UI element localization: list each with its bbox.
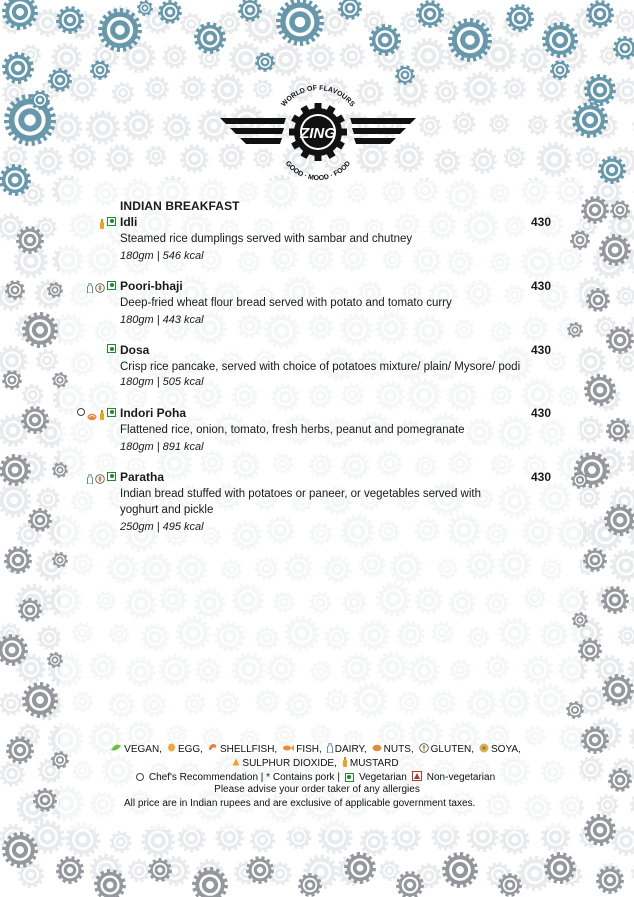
fish-icon (282, 744, 294, 755)
legend-vegan: VEGAN, (124, 743, 162, 755)
legend-nuts: NUTS, (383, 743, 414, 755)
vegetarian-icon (107, 344, 116, 353)
vegetarian-icon (345, 773, 354, 782)
item-meta: 180gm | 546 kcal (120, 250, 204, 262)
allergen-legend-row-1 (0, 742, 634, 756)
dairy-icon (327, 743, 333, 756)
item-meta: 250gm | 495 kcal (120, 521, 204, 533)
chefs-recommendation-icon (136, 773, 144, 781)
legend-nonveg: Non-vegetarian (426, 771, 496, 783)
mustard-icon (99, 216, 105, 226)
gluten-icon (419, 743, 429, 756)
item-icons (99, 216, 116, 226)
item-icons (87, 471, 116, 481)
soya-icon (479, 743, 489, 756)
item-name: Paratha (120, 470, 165, 484)
item-icons (87, 280, 116, 290)
mustard-icon (342, 757, 348, 770)
legend-sulphur-dioxide: SULPHUR DIOXIDE, (242, 757, 337, 769)
vegetarian-icon (107, 281, 116, 290)
non-vegetarian-icon (412, 771, 422, 784)
allergy-note: Please advise your order taker of any allergies (214, 784, 420, 795)
section-title: INDIAN BREAKFAST (120, 199, 240, 213)
legend-gluten: GLUTEN, (430, 743, 474, 755)
item-description: Steamed rice dumplings served with sambar and chutney (120, 233, 413, 245)
mustard-icon (99, 407, 105, 417)
logo-arc-top: WORLD OF FLAVOURS (280, 84, 356, 109)
item-description: Crisp rice pancake, served with choice of potatoes mixture/ plain/ Mysore/ podi (120, 361, 521, 373)
legend-soya: SOYA, (491, 743, 521, 755)
legend (0, 742, 634, 812)
item-name: Indori Poha (120, 406, 186, 420)
legend-shellfish: SHELLFISH, (219, 743, 278, 755)
vegan-icon (110, 744, 122, 755)
zing-logo (218, 82, 418, 182)
legend-mustard: MUSTARD (349, 757, 399, 769)
item-price: 430 (531, 343, 552, 357)
item-meta: 180gm | 891 kcal (120, 441, 204, 453)
vegetarian-icon (107, 472, 116, 481)
diet-legend-row (0, 770, 634, 784)
gluten-icon (95, 471, 105, 481)
item-description: Deep-fried wheat flour bread served with potato and tomato curry (120, 297, 452, 309)
dairy-icon (87, 280, 93, 290)
logo-arc-bottom: GOOD · MOOD · FOOD (283, 160, 353, 182)
egg-icon (167, 743, 176, 755)
legend-dairy: DAIRY, (334, 743, 367, 755)
legend-veg: Vegetarian (358, 771, 407, 783)
item-name: Dosa (120, 343, 150, 357)
nuts-icon (372, 744, 382, 755)
item-price: 430 (531, 279, 552, 293)
item-price: 430 (531, 215, 552, 229)
item-price: 430 (531, 470, 552, 484)
item-meta: 180gm | 505 kcal (120, 376, 204, 388)
legend-egg: EGG, (177, 743, 203, 755)
item-meta: 180gm | 443 kcal (120, 314, 204, 326)
legend-chef: Chef's Recommendation | * Contains pork | (148, 771, 340, 783)
item-icons (107, 344, 116, 353)
legend-fish: FISH, (296, 743, 322, 755)
item-description: Indian bread stuffed with potatoes or paneer, or vegetables served with yoghurt and pickle (120, 488, 481, 516)
vegetarian-icon (107, 217, 116, 226)
shellfish-icon (208, 743, 218, 755)
gluten-icon (95, 280, 105, 290)
chefs-recommendation-icon (77, 408, 85, 416)
item-price: 430 (531, 406, 552, 420)
vegetarian-icon (107, 408, 116, 417)
item-icons (77, 407, 116, 417)
nuts-icon (87, 408, 97, 416)
dairy-icon (87, 471, 93, 481)
price-note: All price are in Indian rupees and are exclusive of applicable government taxes. (124, 798, 476, 809)
sulphur-dioxide-icon (232, 758, 240, 769)
allergen-legend-row-2 (0, 756, 634, 770)
item-name: Poori-bhaji (120, 279, 183, 293)
item-description: Flattened rice, onion, tomato, fresh herbs, peanut and pomegranate (120, 424, 465, 436)
logo-wordmark: ZING (300, 125, 336, 142)
svg-text:GOOD · MOOD · FOOD (284, 160, 352, 182)
item-name: Idli (120, 215, 138, 229)
